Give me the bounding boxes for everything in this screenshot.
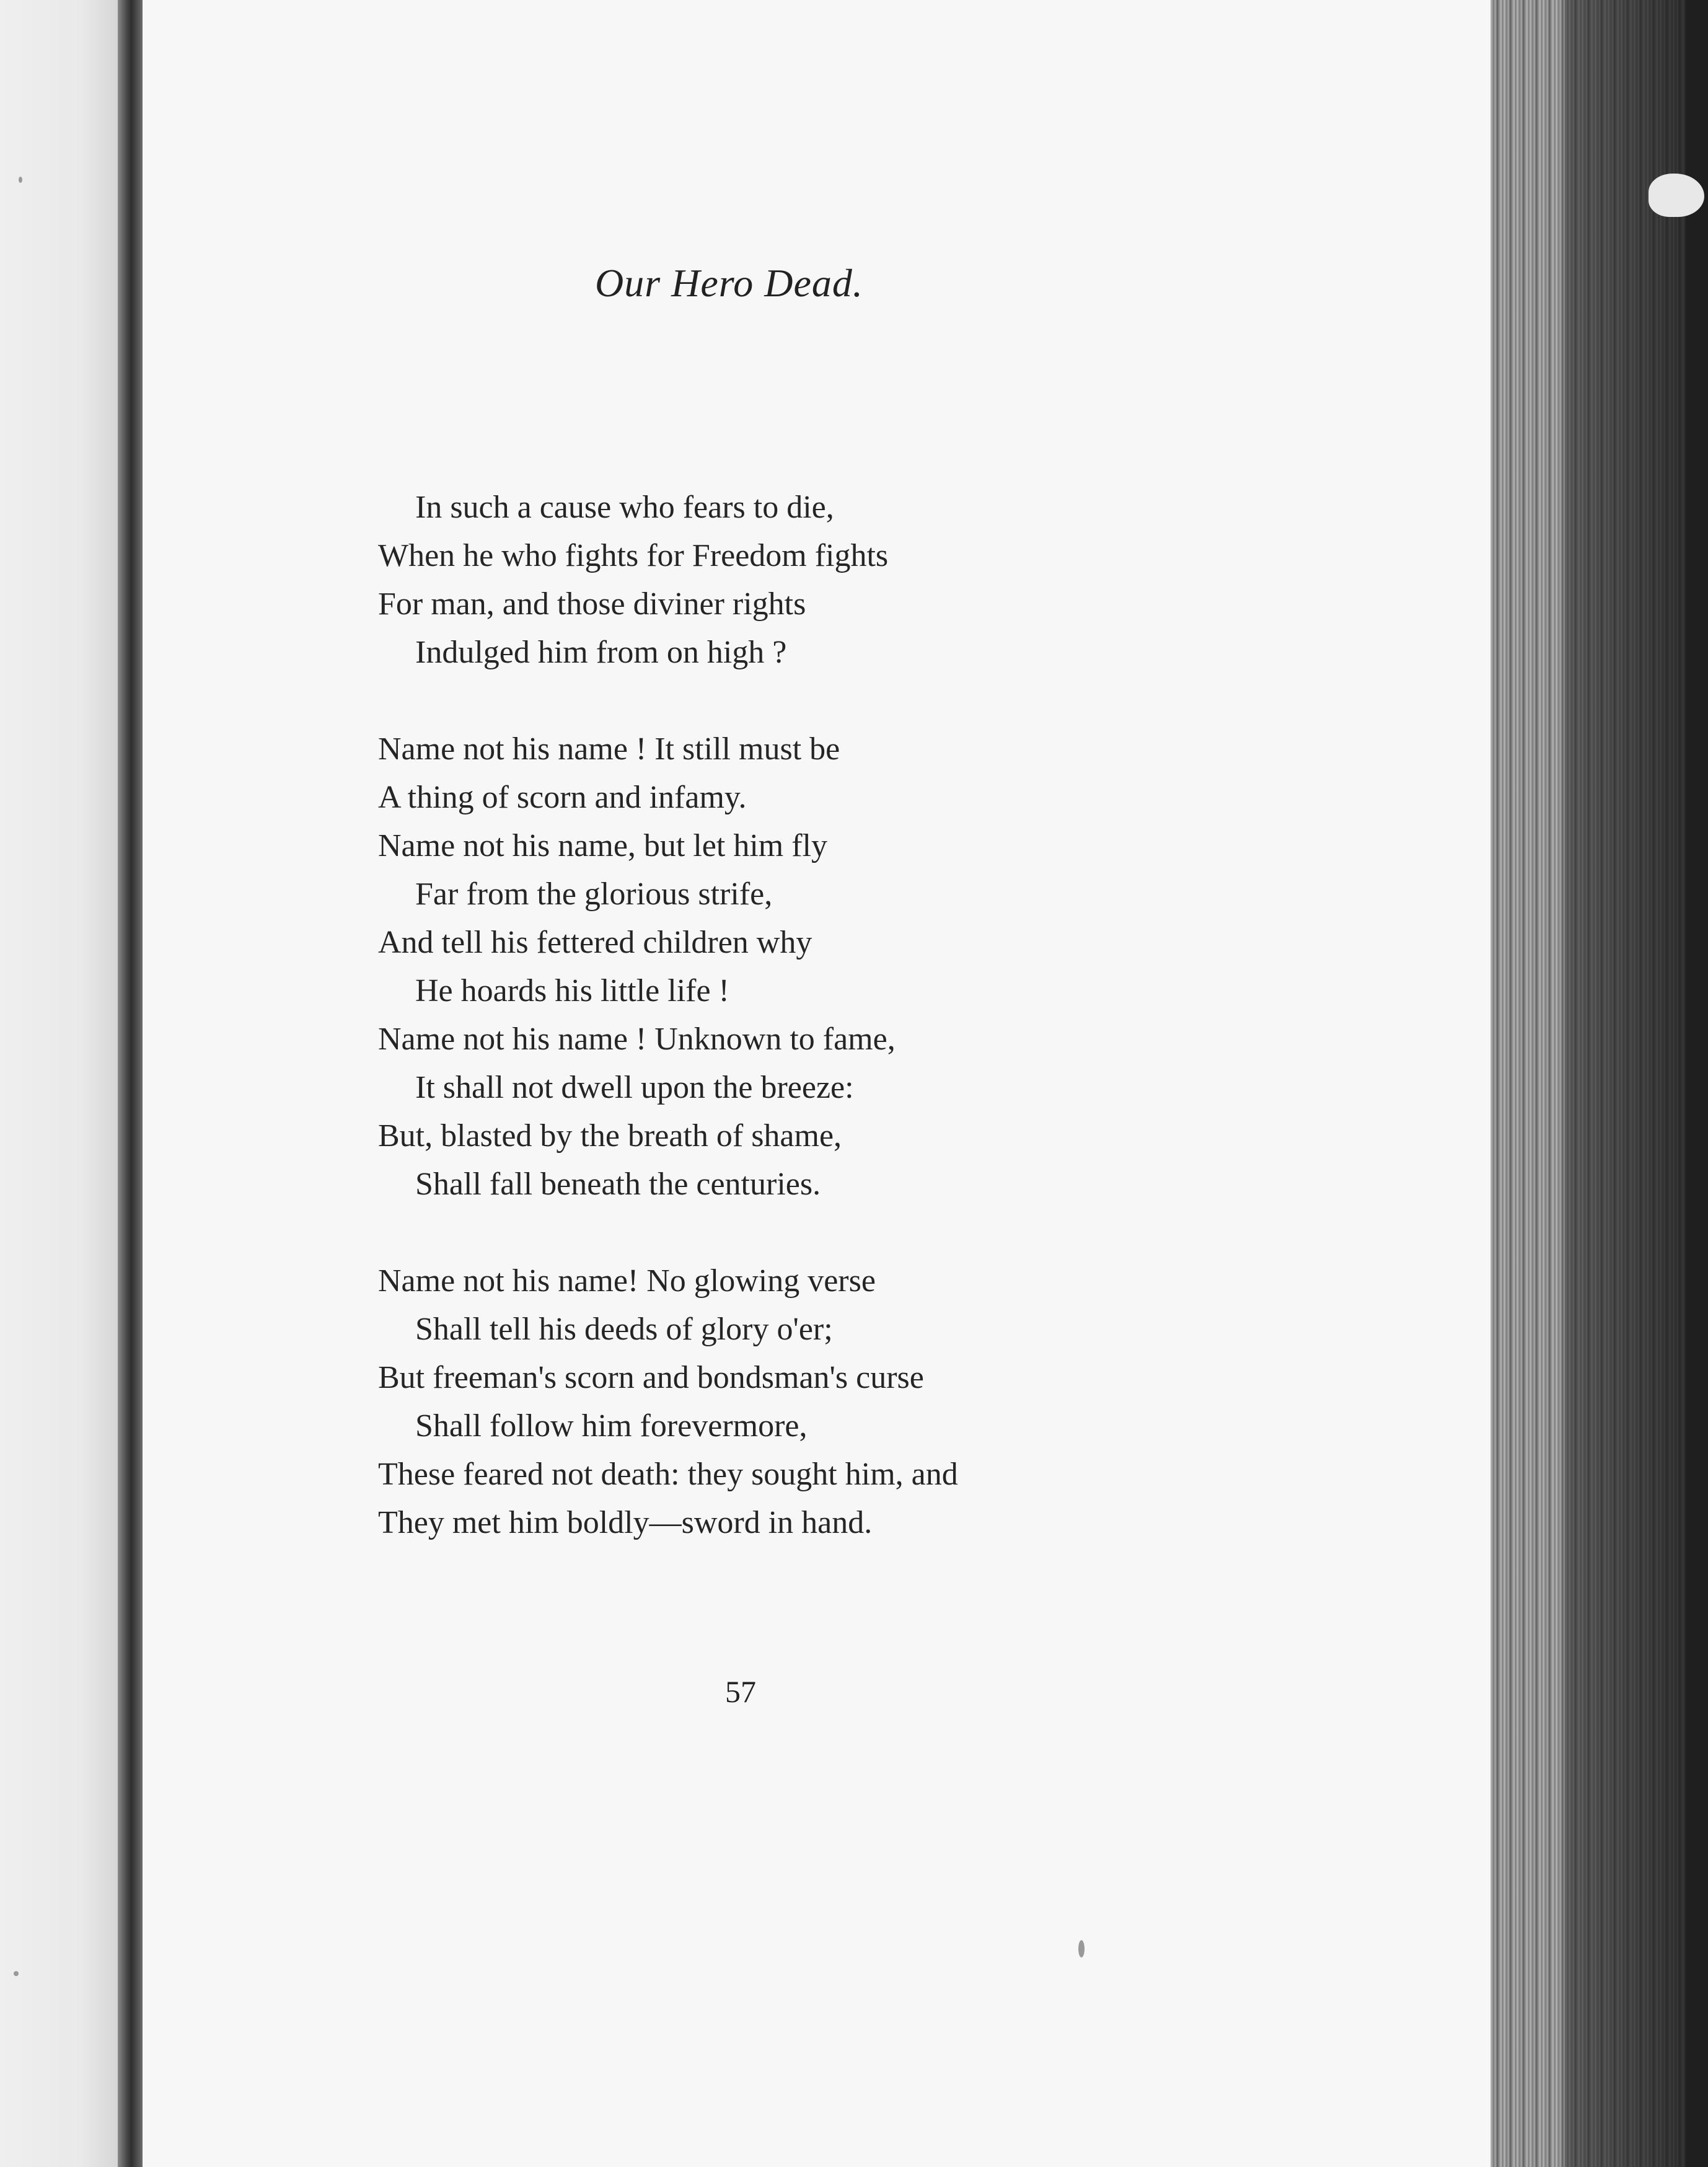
stanza-break [378, 1209, 1184, 1257]
page-block-edges [1490, 0, 1708, 2167]
poem-line: Name not his name! No glowing verse [378, 1263, 876, 1299]
poem-title: Our Hero Dead. [595, 261, 863, 305]
poem-line: They met him boldly—sword in hand. [378, 1505, 873, 1540]
poem-line: These feared not death: they sought him, and [378, 1457, 958, 1492]
dust-speck [1078, 1940, 1085, 1957]
page-number: 57 [725, 1674, 756, 1709]
poem-line: Far from the glorious strife, [415, 876, 773, 912]
poem-line: Shall tell his deeds of glory o'er; [415, 1312, 833, 1347]
paper-damage-spot [1649, 174, 1704, 217]
poem-line: He hoards his little life ! [415, 973, 729, 1008]
poem-line: For man, and those diviner rights [378, 586, 806, 622]
poem-line: In such a cause who fears to die, [415, 490, 834, 525]
poem-line: It shall not dwell upon the breeze: [415, 1070, 854, 1105]
poem-line: Indulged him from on high ? [415, 635, 787, 670]
poem-body [378, 483, 1184, 1547]
left-page-edge [0, 0, 118, 2167]
stanza-1 [378, 483, 1184, 677]
poem-line: And tell his fettered children why [378, 925, 812, 960]
stanza-2 [378, 725, 1184, 1209]
dust-speck [14, 1971, 19, 1976]
poem-line: Shall fall beneath the centuries. [415, 1167, 821, 1202]
book-cover-edge [1686, 0, 1708, 2167]
poem-line: Shall follow him forevermore, [415, 1408, 808, 1444]
poem-line: But, blasted by the breath of shame, [378, 1118, 842, 1154]
dust-speck [19, 177, 22, 183]
poem-line: Name not his name ! Unknown to fame, [378, 1022, 896, 1057]
poem-line: But freeman's scorn and bondsman's curse [378, 1360, 924, 1395]
stanza-3 [378, 1257, 1184, 1547]
poem-line: Name not his name ! It still must be [378, 731, 840, 767]
poem-line: Name not his name, but let him fly [378, 828, 827, 863]
poem-line: When he who fights for Freedom fights [378, 538, 889, 573]
poem-line: A thing of scorn and infamy. [378, 780, 747, 815]
book-gutter [118, 0, 143, 2167]
stanza-break [378, 677, 1184, 725]
